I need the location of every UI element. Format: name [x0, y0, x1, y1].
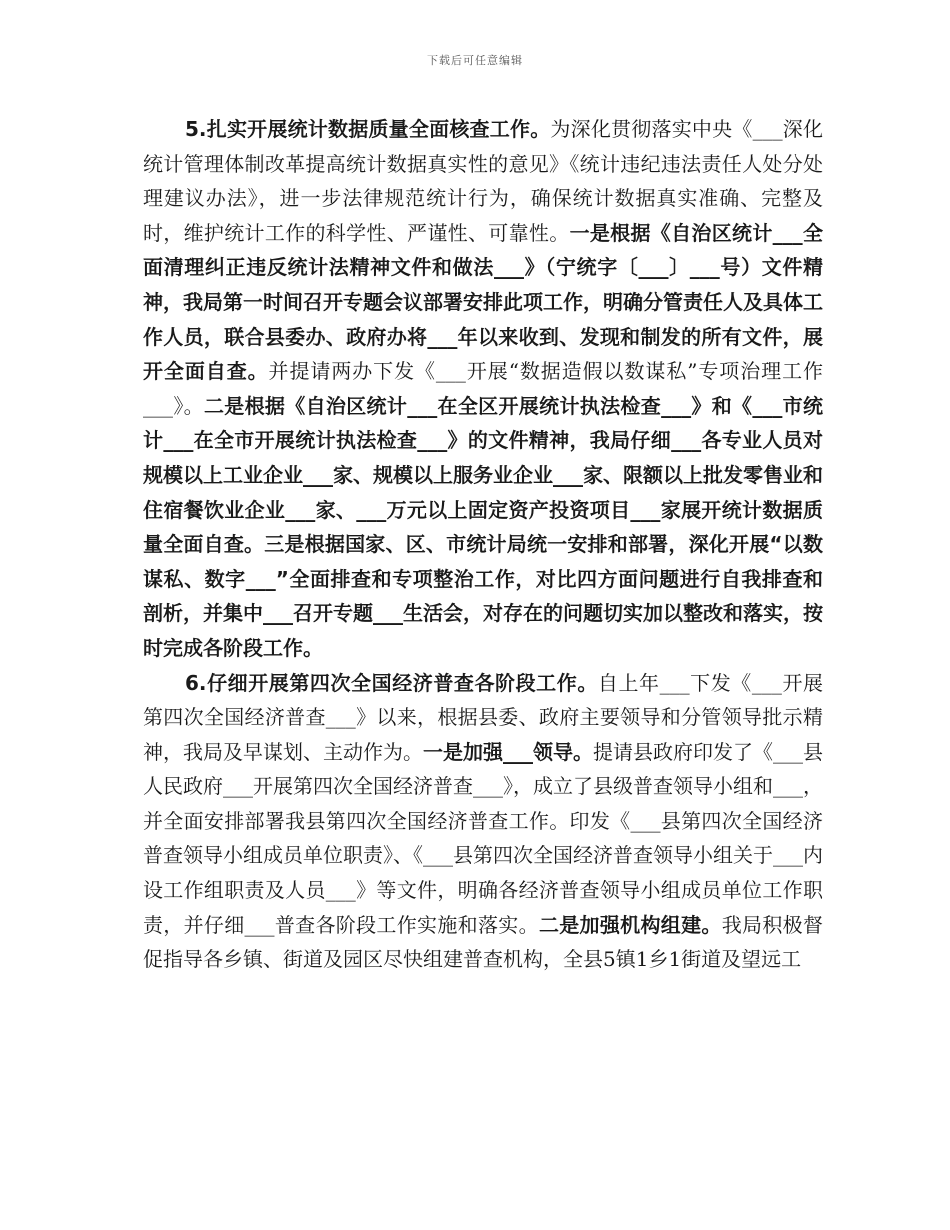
text-run: 自上年___下发《___开展第四次全国经济普查___》以来，根据县委、政府主要领导和分管领导批示精神，我局及早谋划、主动作为。: [143, 670, 824, 764]
bold-text-run: 一是根据《自治区统计___全面清理纠正违反统计法精神文件和做法___》（宁统字〔___〕___号）文件精神，我局第一时间召开专题会议部署安排此项工作，明确分管责任人及具体工作人员，联合县委办、政府办将___年以来收到、发现和制发的所有文件，展开全面自查。: [143, 220, 823, 384]
bold-text-run: 二是加强机构组建。: [538, 912, 722, 937]
paragraph-5-data-quality-check: [143, 112, 823, 666]
bold-text-run: 一是加强___领导。: [423, 739, 593, 764]
text-run: 我局积极督促指导各乡镇、街道及园区尽快组建普查机构，全县5镇1乡1街道及望远工: [143, 912, 823, 972]
text-run: 为深化贯彻落实中央《___深化统计管理体制改革提高统计数据真实性的意见》《统计违纪违法责任人处分处理建议办法》，进一步法律规范统计行为，确保统计数据真实准确、完整及时，维护统计工作的科学性、严谨性、可靠性。: [143, 117, 823, 245]
bold-text-run: 二是根据《自治区统计___在全区开展统计执法检查___》和《___市统计___在全市开展统计执法检查___》的文件精神，我局仔细___各专业人员对规模以上工业企业___家、规模以上服务业企业___家、限额以上批发零售业和住宿餐饮业企业___家、___万元以上固定资产投资项目___家展开统计数据质量全面自查。三是根据国家、区、市统计局统一安排和部署，深化开展“以数谋私、数字___”全面排查和专项整治工作，对比四方面问题进行自我排查和剖析，并集中___召开专题___生活会，对存在的问题切实加以整改和落实，按时完成各阶段工作。: [143, 393, 824, 660]
text-run: 并提请两办下发《___开展“数据造假以数谋私”专项治理工作___》。: [143, 359, 824, 418]
paragraph-heading: 6.仔细开展第四次全国经济普查各阶段工作。: [185, 670, 598, 695]
page-header: 下载后可任意编辑: [427, 54, 523, 67]
document-body: [143, 112, 823, 977]
paragraph-heading: 5.扎实开展统计数据质量全面核查工作。: [185, 117, 551, 141]
text-run: 提请县政府印发了《___县人民政府___开展第四次全国经济普查___》，成立了县级普查领导小组和___，并全面安排部署我县第四次全国经济普查工作。印发《___县第四次全国经济普查领导小组成员单位职责》、《___县第四次全国经济普查领导小组关于___内设工作组职责及人员___》等文件，明确各经济普查领导小组成员单位工作职责，并仔细___普查各阶段工作实施和落实。: [143, 739, 823, 937]
paragraph-6-economic-census: [143, 666, 823, 977]
